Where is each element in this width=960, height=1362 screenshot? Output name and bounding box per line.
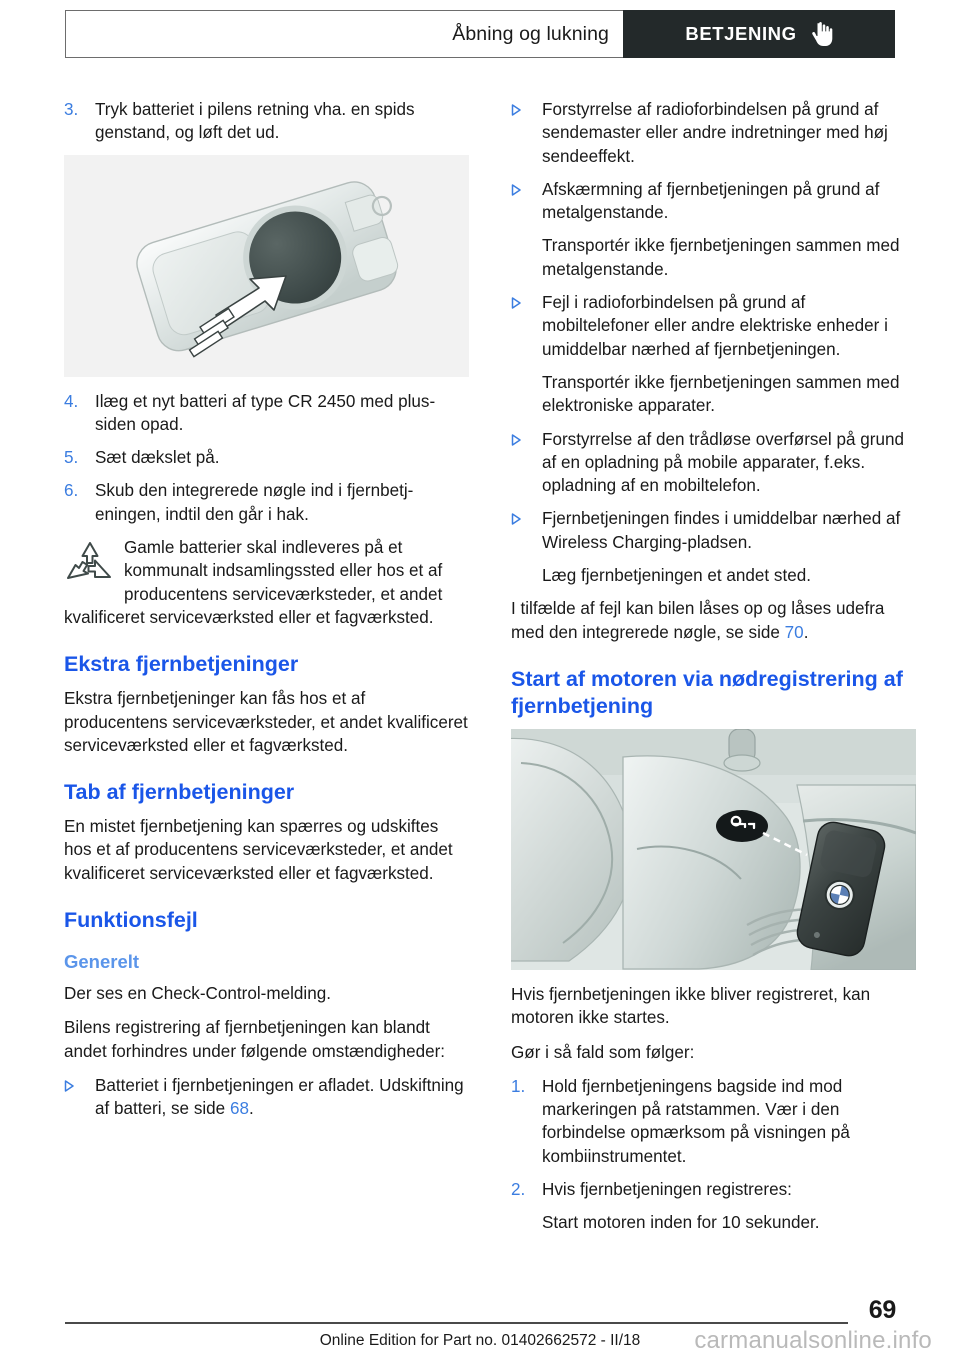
bullet-followup-text: Transportér ikke fjernbetjeningen sammen med metalgenstande. [542,236,900,279]
step-number: 4. [64,391,79,411]
header-section-label: BETJENING [685,23,797,44]
paragraph: Der ses en Check-Control-melding. [64,984,331,1004]
triangle-bullet-icon [511,178,542,225]
bullet-item [64,1074,469,1121]
bullet-text: Fjernbetjeningen findes i umiddelbar nærhed af Wireless Charging-pladsen. [542,509,901,552]
step-number: 3. [64,100,79,119]
step-text: Hold fjernbetjeningens bagside ind mod markeringen på ratstammen. Vær i den forbindelse opmærksom på visningen på kombiinstrumentet. [542,1076,850,1166]
step-text: Tryk batteriet i pilens retning vha. en spids genstand, og løft det ud. [95,100,415,143]
step-text: Sæt dækslet på. [95,448,220,468]
bullet-followup-text: Transportér ikke fjernbetjeningen sammen med elektroniske apparater. [542,372,900,416]
header-chapter-label: Åbning og lukning [452,22,609,45]
watermark-text: carmanualsonline.info [694,1327,932,1354]
paragraph [511,597,916,644]
step-number: 1. [511,1076,526,1096]
bullet-item [511,291,916,361]
triangle-bullet-icon [511,428,542,498]
step-item [64,446,469,469]
section-heading-funktionsfejl: Funktionsfejl [64,908,198,933]
bullet-text [95,1074,469,1121]
bullet-text-after: . [248,1099,254,1119]
recycle-note-text: Gamle batterier skal indleveres på et kommunalt indsamlingssted eller hos et af producentens serviceværksteder, et andet kvalificeret serviceværksted eller et fagværksted. [64,538,443,627]
footer-edition-text: Online Edition for Part no. 01402662572 - II/18 [319,1332,641,1349]
bullet-text: Afskærmning af fjernbetjeningen på grund af metalgenstande. [542,179,880,223]
page-header [65,10,895,58]
triangle-bullet-icon [64,1074,95,1121]
bullet-text: Forstyrrelse af radioforbindelsen på grund af sendemaster eller andre indretninger med høj sendeeffekt. [542,100,888,166]
bullet-item [511,178,916,225]
recycling-note [64,536,469,629]
page-reference[interactable]: 68 [229,1099,249,1119]
subsection-heading-generelt: Generelt [64,951,140,973]
left-column [64,98,469,1131]
step-text: Skub den integrerede nøgle ind i fjernbetj-eningen, indtil den går i hak. [95,481,414,524]
bullet-text-before: Batteriet i fjernbetjeningen er afladet. Udskiftning af batteri, se side [95,1075,464,1119]
steering-column-key-registration-figure [511,729,916,970]
step-item [64,390,469,437]
bullet-followup-text: Læg fjernbetjeningen et andet sted. [542,566,811,586]
step-number: 6. [64,481,79,501]
triangle-bullet-icon [511,98,542,168]
step-text: Ilæg et nyt batteri af type CR 2450 med plus-siden opad. [95,391,436,434]
header-chapter-box [65,10,623,58]
section-heading-ekstra-fjernbetjeninger: Ekstra fjernbetjeninger [64,652,299,677]
header-section-tab [623,10,895,58]
paragraph: Ekstra fjernbetjeninger kan fås hos et af producentens serviceværksteder, et andet kvalificeret serviceværksted eller et fagværksted. [64,689,468,755]
paragraph: Bilens registrering af fjernbetjeningen kan blandt andet forhindres under følgende omstændigheder: [64,1018,446,1061]
paragraph-text-before: I tilfælde af fejl kan bilen låses op og låses udefra med den integrerede nøgle, se side [511,599,885,642]
step-text: Hvis fjernbetjeningen registreres: [542,1180,792,1200]
triangle-bullet-icon [511,291,542,361]
footer-divider [65,1322,848,1324]
step-item [64,98,469,145]
page-number: 69 [868,1296,896,1324]
section-heading-start-af-motoren: Start af motoren via nødregistrering af fjernbetjening [511,666,903,718]
bullet-item [511,98,916,168]
pointing-hand-icon [811,22,833,46]
step-number: 5. [64,448,79,468]
step-item [511,1075,916,1168]
bullet-item [511,428,916,498]
step-number: 2. [511,1180,526,1200]
bullet-text: Forstyrrelse af den trådløse overførsel på grund af en opladning på mobile apparater, f.eks. opladning af en mobiltelefon. [542,429,904,496]
step-item [64,479,469,526]
paragraph-text-after: . [803,622,809,642]
section-heading-tab-af-fjernbetjeninger: Tab af fjernbetjeninger [64,780,295,805]
bullet-item [511,507,916,554]
bullet-text: Fejl i radioforbindelsen på grund af mobiltelefoner eller andre elektriske enheder i umiddelbar nærhed af fjernbetjeningen. [542,293,888,359]
key-fob-battery-compartment-figure [64,155,469,377]
paragraph: Gør i så fald som følger: [511,1042,695,1062]
step-followup-text: Start motoren inden for 10 sekunder. [542,1213,820,1233]
right-column [511,98,916,1245]
paragraph: En mistet fjernbetjening kan spærres og udskiftes hos et af producentens serviceværksteder, et andet kvalificeret serviceværksted eller et fagværksted. [64,817,453,883]
paragraph: Hvis fjernbetjeningen ikke bliver registreret, kan motoren ikke startes. [511,984,871,1028]
step-item [511,1178,916,1201]
triangle-bullet-icon [511,507,542,554]
page-reference[interactable]: 70 [784,622,804,642]
